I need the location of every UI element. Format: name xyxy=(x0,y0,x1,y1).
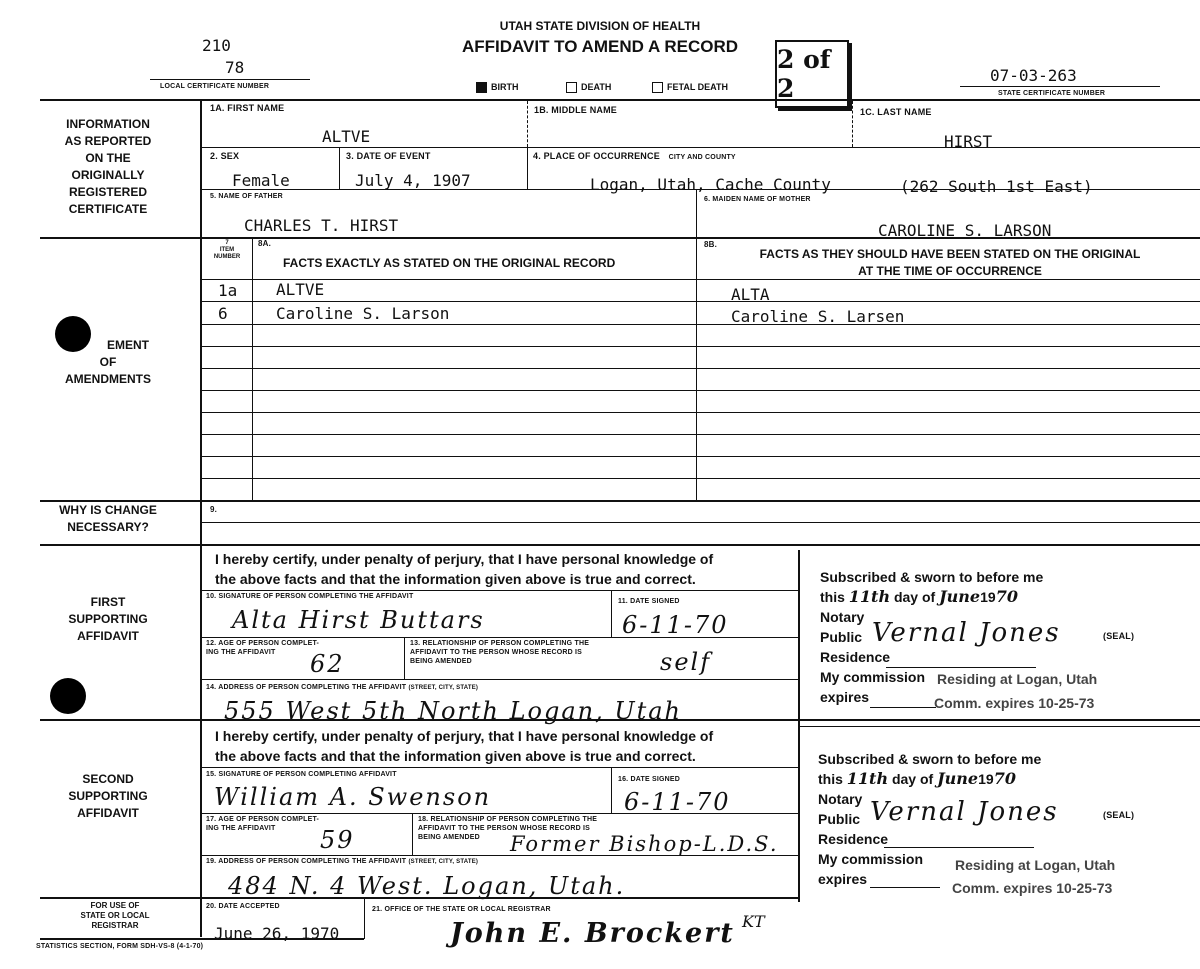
registrar-initials: KT xyxy=(742,912,765,931)
signature-label: 10. SIGNATURE OF PERSON COMPLETING THE AFFIDAVIT xyxy=(206,593,414,600)
age-label: 12. AGE OF PERSON COMPLET- ING THE AFFIDAVIT xyxy=(206,640,320,656)
mother-value: CAROLINE S. LARSON xyxy=(878,221,1052,240)
certify-line1: I hereby certify, under penalty of perjury, that I have personal knowledge of xyxy=(215,728,714,744)
first-name-value: ALTVE xyxy=(322,127,371,146)
record-type-fetal-death[interactable]: FETAL DEATH xyxy=(652,82,728,93)
amendment-original: ALTVE xyxy=(276,280,325,299)
punch-hole xyxy=(50,678,86,714)
local-cert-label: LOCAL CERTIFICATE NUMBER xyxy=(160,83,270,90)
record-type-death[interactable]: DEATH xyxy=(566,82,611,93)
father-label: 5. NAME OF FATHER xyxy=(210,193,283,200)
agency-name: UTAH STATE DIVISION OF HEALTH xyxy=(499,19,701,33)
col8a-title: FACTS EXACTLY AS STATED ON THE ORIGINAL RECORD xyxy=(283,256,616,270)
seal-label: (SEAL) xyxy=(1103,810,1135,820)
place-address: (262 South 1st East) xyxy=(900,177,1093,196)
date-of-event-label: 3. DATE OF EVENT xyxy=(346,151,431,161)
col8b-num: 8B. xyxy=(704,240,718,249)
page-stamp: 2 of 2 xyxy=(775,40,849,108)
relationship-label: 18. RELATIONSHIP OF PERSON COMPLETING THE AFFIDAVIT TO THE PERSON WHOSE RECORD IS BEING AMENDED xyxy=(418,816,598,841)
sex-value: Female xyxy=(232,171,290,190)
date-accepted-value: June 26, 1970 xyxy=(214,924,340,943)
state-cert-number: 07-03-263 xyxy=(990,66,1077,85)
sex-label: 2. SEX xyxy=(210,151,240,161)
first-signature: Alta Hirst Buttars xyxy=(232,606,485,634)
col8b-title: FACTS AS THEY SHOULD HAVE BEEN STATED ON THE ORIGINAL AT THE TIME OF OCCURRENCE xyxy=(759,247,1141,278)
amendment-corrected: ALTA xyxy=(731,285,770,304)
notary1-stamp-line1: Residing at Logan, Utah xyxy=(937,671,1098,687)
notary2-signature: Vernal Jones xyxy=(870,797,1059,827)
date-signed-label: 11. DATE SIGNED xyxy=(618,598,680,605)
address-label: 14. ADDRESS OF PERSON COMPLETING THE AFFIDAVIT (STREET, CITY, STATE) xyxy=(206,684,479,691)
why-num: 9. xyxy=(210,505,218,514)
notary-block-1: Subscribed & sworn to before me this 11th day of June1970 Notary Public Residence My commission expires xyxy=(820,569,1044,705)
father-value: CHARLES T. HIRST xyxy=(244,216,399,235)
checkbox-birth[interactable] xyxy=(476,82,487,93)
date-signed-label: 16. DATE SIGNED xyxy=(618,776,680,783)
first-relationship: self xyxy=(660,648,712,676)
second-address: 484 N. 4 West. Logan, Utah. xyxy=(228,872,626,900)
amendment-original: Caroline S. Larson xyxy=(276,304,450,323)
last-name-label: 1C. LAST NAME xyxy=(860,107,932,117)
address-label: 19. ADDRESS OF PERSON COMPLETING THE AFFIDAVIT (STREET, CITY, STATE) xyxy=(206,858,479,865)
second-relationship: Former Bishop-L.D.S. xyxy=(510,832,779,856)
mother-label: 6. MAIDEN NAME OF MOTHER xyxy=(704,196,811,203)
certify-line1: I hereby certify, under penalty of perjury, that I have personal knowledge of xyxy=(215,551,714,567)
notary2-stamp-line2: Comm. expires 10-25-73 xyxy=(952,880,1113,896)
amendment-corrected: Caroline S. Larsen xyxy=(731,307,905,326)
notary1-signature: Vernal Jones xyxy=(872,618,1061,648)
relationship-label: 13. RELATIONSHIP OF PERSON COMPLETING THE AFFIDAVIT TO THE PERSON WHOSE RECORD IS BEING AMENDED xyxy=(410,640,590,665)
registrar-signature: John E. Brockert xyxy=(450,918,735,949)
section-why-change: WHY IS CHANGE NECESSARY? xyxy=(59,503,157,534)
checkbox-fetal-death[interactable] xyxy=(652,82,663,93)
registrar-office-label: 21. OFFICE OF THE STATE OR LOCAL REGISTRAR xyxy=(372,906,551,913)
amendment-item: 6 xyxy=(218,304,228,323)
seal-label: (SEAL) xyxy=(1103,631,1135,641)
second-date-signed: 6-11-70 xyxy=(624,788,731,816)
section-second-affidavit: SECOND SUPPORTING AFFIDAVIT xyxy=(68,772,148,820)
place-label: 4. PLACE OF OCCURRENCE CITY AND COUNTY xyxy=(533,151,736,161)
second-signature: William A. Swenson xyxy=(214,783,492,811)
first-name-label: 1A. FIRST NAME xyxy=(210,103,285,113)
notary1-stamp-line2: Comm. expires 10-25-73 xyxy=(934,695,1095,711)
certify-line2: the above facts and that the information given above is true and correct. xyxy=(215,571,696,587)
date-accepted-label: 20. DATE ACCEPTED xyxy=(206,903,280,910)
section-amendments: EMENT OF AMENDMENTS xyxy=(65,338,151,386)
place-value: Logan, Utah, Cache County xyxy=(590,175,831,194)
last-name-value: HIRST xyxy=(944,132,993,151)
notary2-stamp-line1: Residing at Logan, Utah xyxy=(955,857,1116,873)
state-cert-label: STATE CERTIFICATE NUMBER xyxy=(998,90,1106,97)
local-cert-line1: 210 xyxy=(202,36,231,55)
registrar-use-label: FOR USE OF STATE OR LOCAL REGISTRAR xyxy=(80,901,150,930)
section-first-affidavit: FIRST SUPPORTING AFFIDAVIT xyxy=(68,595,148,643)
certify-line2: the above facts and that the information given above is true and correct. xyxy=(215,748,696,764)
signature-label: 15. SIGNATURE OF PERSON COMPLETING AFFIDAVIT xyxy=(206,771,397,778)
second-age: 59 xyxy=(320,826,355,854)
age-label: 17. AGE OF PERSON COMPLET- ING THE AFFIDAVIT xyxy=(206,816,320,832)
record-type-birth[interactable]: BIRTH xyxy=(476,82,519,93)
form-title: AFFIDAVIT TO AMEND A RECORD xyxy=(461,37,739,56)
date-of-event-value: July 4, 1907 xyxy=(355,171,471,190)
middle-name-label: 1B. MIDDLE NAME xyxy=(534,105,618,115)
first-age: 62 xyxy=(310,650,345,678)
notary-block-2: Subscribed & sworn to before me this 11th day of June1970 Notary Public Residence My commission expires xyxy=(818,751,1042,887)
first-address: 555 West 5th North Logan, Utah xyxy=(224,697,683,725)
local-cert-line2: 78 xyxy=(225,58,245,77)
form-id: STATISTICS SECTION, FORM SDH-VS-8 (4-1-70) xyxy=(36,943,204,950)
section-original-info: INFORMATION AS REPORTED ON THE ORIGINALLY REGISTERED CERTIFICATE xyxy=(64,117,152,216)
amendment-item: 1a xyxy=(218,281,238,300)
checkbox-death[interactable] xyxy=(566,82,577,93)
col8a-num: 8A. xyxy=(258,239,272,248)
first-date-signed: 6-11-70 xyxy=(622,611,729,639)
item-number-header: 7 ITEM NUMBER xyxy=(213,240,241,260)
